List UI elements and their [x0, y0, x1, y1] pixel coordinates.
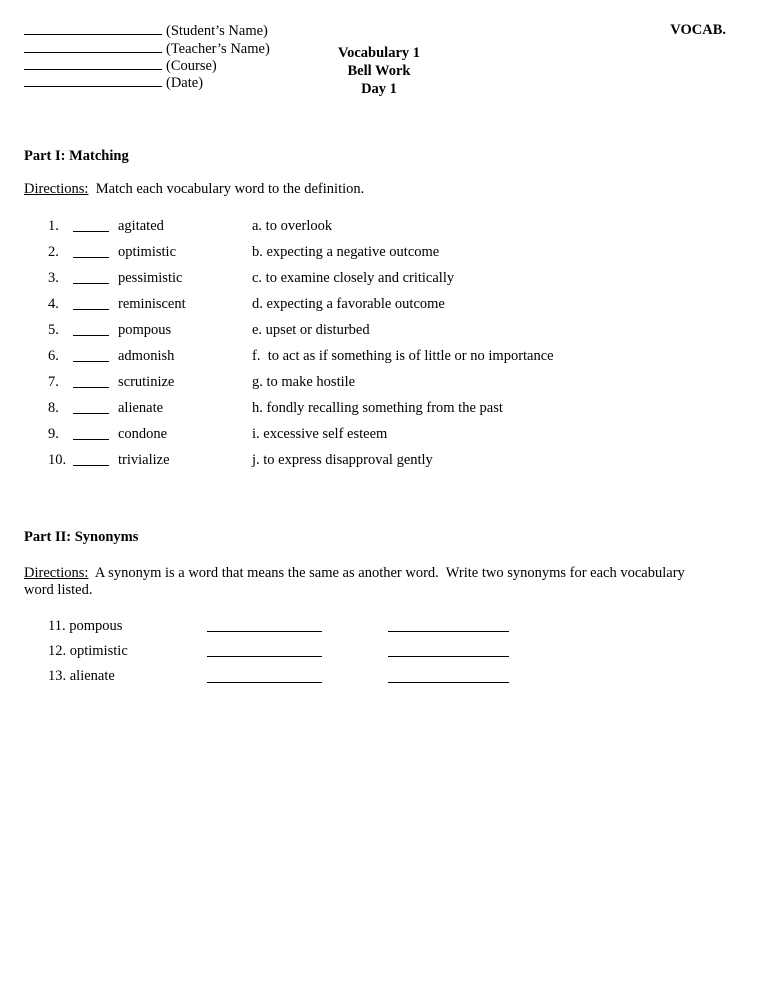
item-number: 5.	[48, 322, 59, 338]
student-name-label: (Student’s Name)	[166, 23, 268, 39]
answer-blank[interactable]	[73, 335, 109, 336]
vocab-word: scrutinize	[118, 374, 175, 390]
part2-directions-text: A synonym is a word that means the same as another word. Write two synonyms for each vocabulary	[88, 565, 685, 581]
item-number: 7.	[48, 374, 59, 390]
student-name-field[interactable]	[24, 22, 268, 40]
answer-blank[interactable]	[73, 465, 109, 466]
item-number: 1.	[48, 218, 59, 234]
course-field[interactable]	[24, 57, 217, 75]
item-number: 8.	[48, 400, 59, 416]
synonym-item-13: 13. alienate	[48, 668, 115, 684]
answer-blank[interactable]	[73, 413, 109, 414]
answer-blank[interactable]	[73, 257, 109, 258]
definition-c: c. to examine closely and critically	[252, 270, 455, 286]
answer-blank[interactable]	[73, 283, 109, 284]
definition-j: j. to express disapproval gently	[252, 452, 433, 468]
definition-g: g. to make hostile	[252, 374, 356, 390]
part2-directions-label: Directions:	[24, 565, 89, 581]
part1-directions-text: Match each vocabulary word to the definition.	[88, 181, 365, 197]
answer-blank[interactable]	[73, 309, 109, 310]
synonym-blank[interactable]	[388, 631, 509, 632]
vocab-tag: VOCAB.	[670, 22, 726, 38]
vocab-word: condone	[118, 426, 168, 442]
synonym-blank[interactable]	[388, 656, 509, 657]
definition-i: i. excessive self esteem	[252, 426, 388, 442]
worksheet-subtitle: Bell Work	[347, 63, 411, 79]
answer-blank[interactable]	[73, 387, 109, 388]
definition-b: b. expecting a negative outcome	[252, 244, 440, 260]
course-label: (Course)	[166, 58, 217, 74]
vocab-word: reminiscent	[118, 296, 186, 312]
part2-directions	[24, 565, 685, 582]
vocab-word: optimistic	[118, 244, 176, 260]
answer-blank[interactable]	[73, 439, 109, 440]
date-label: (Date)	[166, 75, 204, 91]
synonym-blank[interactable]	[207, 656, 322, 657]
part2-heading: Part II: Synonyms	[24, 529, 139, 545]
part1-directions-label: Directions:	[24, 181, 89, 197]
item-number: 9.	[48, 426, 59, 442]
definition-h: h. fondly recalling something from the past	[252, 400, 503, 416]
definition-d: d. expecting a favorable outcome	[252, 296, 445, 312]
answer-blank[interactable]	[73, 231, 109, 232]
date-field[interactable]	[24, 74, 203, 92]
synonym-item-11: 11. pompous	[48, 618, 123, 634]
student-name-blank[interactable]	[24, 22, 162, 35]
item-number: 2.	[48, 244, 59, 260]
part2-directions-line2: word listed.	[24, 582, 93, 598]
part1-directions	[24, 181, 364, 198]
definition-a: a. to overlook	[252, 218, 333, 234]
answer-blank[interactable]	[73, 361, 109, 362]
synonym-blank[interactable]	[207, 631, 322, 632]
synonym-item-12: 12. optimistic	[48, 643, 128, 659]
vocab-word: alienate	[118, 400, 164, 416]
worksheet-title: Vocabulary 1	[337, 45, 421, 61]
date-blank[interactable]	[24, 74, 162, 87]
definition-e: e. upset or disturbed	[252, 322, 370, 338]
teacher-name-label: (Teacher’s Name)	[166, 41, 270, 57]
definition-f: f. to act as if something is of little or no importance	[252, 348, 554, 364]
item-number: 10.	[48, 452, 67, 468]
vocab-word: agitated	[118, 218, 164, 234]
vocab-word: pessimistic	[118, 270, 183, 286]
synonym-blank[interactable]	[388, 682, 509, 683]
teacher-name-blank[interactable]	[24, 40, 162, 53]
synonym-blank[interactable]	[207, 682, 322, 683]
vocab-word: trivialize	[118, 452, 170, 468]
teacher-name-field[interactable]	[24, 40, 270, 58]
vocab-word: pompous	[118, 322, 172, 338]
worksheet-day: Day 1	[361, 81, 397, 97]
item-number: 3.	[48, 270, 59, 286]
course-blank[interactable]	[24, 57, 162, 70]
vocab-word: admonish	[118, 348, 175, 364]
part1-heading: Part I: Matching	[24, 148, 129, 164]
item-number: 6.	[48, 348, 59, 364]
item-number: 4.	[48, 296, 59, 312]
